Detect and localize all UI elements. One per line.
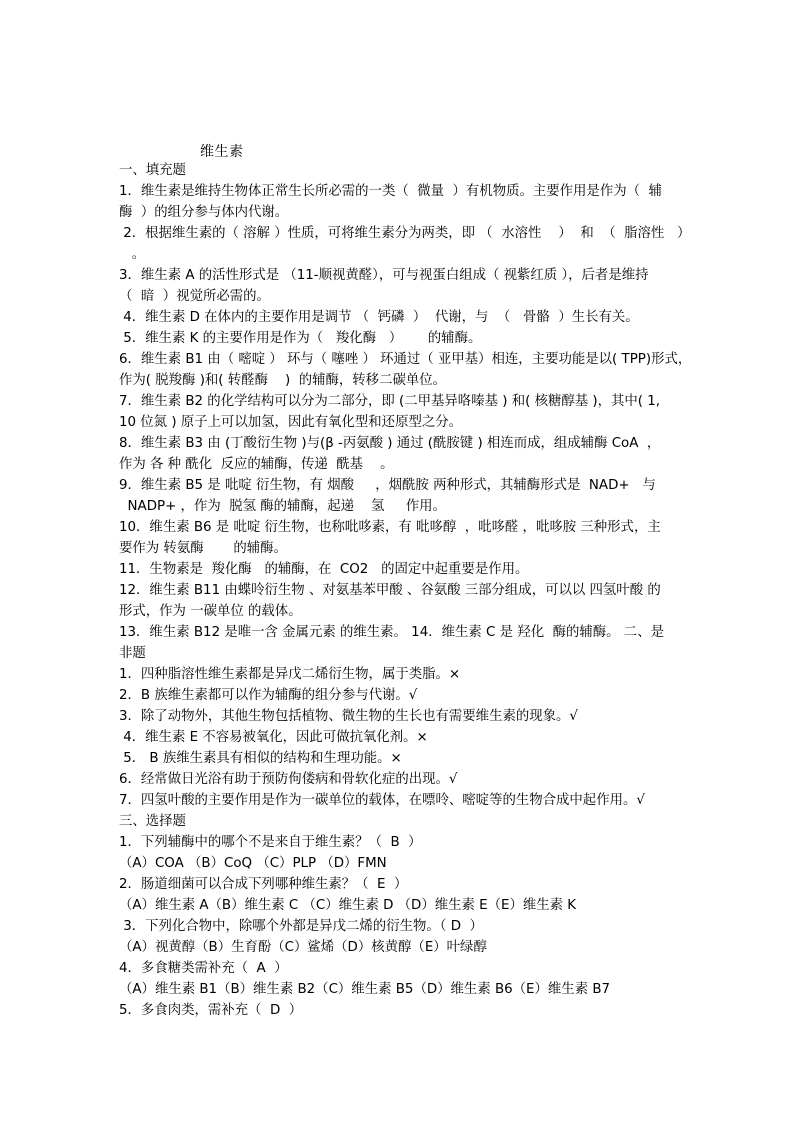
text-line: 11．生物素是 羧化酶 的辅酶，在 CO2 的固定中起重要是作用。 bbox=[119, 562, 529, 577]
text-line: 2．根据维生素的（ 溶解 ）性质，可将维生素分为两类，即 （ 水溶性 ） 和 （ 脂溶性 ） bbox=[119, 226, 691, 241]
text-line: 4．维生素 E 不容易被氧化，因此可做抗氧化剂。× bbox=[119, 730, 428, 745]
text-line: 2．B 族维生素都可以作为辅酶的组分参与代谢。√ bbox=[119, 688, 418, 703]
text-line: 5．维生素 K 的主要作用是作为（ 羧化酶 ） 的辅酶。 bbox=[119, 331, 482, 346]
text-line: 13．维生素 B12 是唯一含 金属元素 的维生素。 14．维生素 C 是 羟化 酶的辅酶。 二、是 bbox=[119, 625, 664, 640]
text-line: NADP+ ，作为 脱氢 酶的辅酶，起递 氢 作用。 bbox=[119, 499, 446, 514]
document-body bbox=[119, 160, 692, 1021]
text-line: （A）维生素 B1（B）维生素 B2（C）维生素 B5（D）维生素 B6（E）维生素 B7 bbox=[119, 982, 611, 997]
text-line: 10．维生素 B6 是 吡啶 衍生物，也称吡哆素，有 吡哆醇 ，吡哆醛 ，吡哆胺 三种形式，主 bbox=[119, 520, 661, 535]
text-line: 作为 各 种 酰化 反应的辅酶，传递 酰基 。 bbox=[119, 457, 394, 472]
text-line: 10 位氮 ) 原子上可以加氢，因此有氧化型和还原型之分。 bbox=[119, 415, 463, 430]
text-line: 7．四氢叶酸的主要作用是作为一碳单位的载体，在嘌呤、嘧啶等的生物合成中起作用。√ bbox=[119, 793, 645, 808]
text-line: 酶 ）的组分参与体内代谢。 bbox=[119, 205, 289, 220]
text-line: 2．肠道细菌可以合成下列哪种维生素？（ E ） bbox=[119, 877, 408, 892]
text-line: （ 暗 ）视觉所必需的。 bbox=[119, 289, 270, 304]
text-line: 3．维生素 A 的活性形式是 （11-顺视黄醛），可与视蛋白组成（ 视紫红质 ），后者是维持 bbox=[119, 268, 649, 283]
text-line: 5．多食肉类，需补充（ D ） bbox=[119, 1003, 303, 1018]
text-line: （A）COA （B）CoQ （C）PLP （D）FMN bbox=[119, 856, 387, 871]
text-line: 6．经常做日光浴有助于预防佝偻病和骨软化症的出现。√ bbox=[119, 772, 458, 787]
page-title: 维生素 bbox=[200, 144, 244, 160]
text-line: 4．多食糖类需补充（ A ） bbox=[119, 961, 288, 976]
text-line: （A）维生素 A（B）维生素 C （C）维生素 D （D）维生素 E（E）维生素 K bbox=[119, 898, 577, 913]
text-line: 7．维生素 B2 的化学结构可以分为二部分，即 (二甲基异咯嗪基 ) 和( 核糖醇基 )，其中( 1, bbox=[119, 394, 661, 409]
text-line: 1．下列辅酶中的哪个不是来自于维生素？（ B ） bbox=[119, 835, 422, 850]
text-line: 9．维生素 B5 是 吡啶 衍生物，有 烟酸 ，烟酰胺 两种形式，其辅酶形式是 NAD+ 与 bbox=[119, 478, 656, 493]
text-line: 1．维生素是维持生物体正常生长所必需的一类（ 微量 ）有机物质。主要作用是作为（ 辅 bbox=[119, 184, 662, 199]
text-line: 8．维生素 B3 由 (丁酸衍生物 )与(β -丙氨酸 ) 通过 (酰胺键 ) 相连而成，组成辅酶 CoA ， bbox=[119, 436, 661, 451]
text-line: 5． B 族维生素具有相似的结构和生理功能。× bbox=[119, 751, 402, 766]
text-line: 1．四种脂溶性维生素都是异戊二烯衍生物，属于类脂。× bbox=[119, 667, 461, 682]
text-line: 4．维生素 D 在体内的主要作用是调节 （ 钙磷 ） 代谢，与 （ 骨骼 ）生长有关。 bbox=[119, 310, 639, 325]
text-line: 12．维生素 B11 由蝶呤衍生物 、对氨基苯甲酸 、谷氨酸 三部分组成，可以以 四氢叶酸 的 bbox=[119, 583, 661, 598]
text-line: 一、填充题 bbox=[119, 163, 186, 178]
text-line: 3．除了动物外，其他生物包括植物、微生物的生长也有需要维生素的现象。√ bbox=[119, 709, 578, 724]
text-line: 形式，作为 一碳单位 的载体。 bbox=[119, 604, 302, 619]
text-line: 非题 bbox=[119, 646, 146, 661]
text-line: 3．下列化合物中，除哪个外都是异戊二烯的衍生物。（ D ） bbox=[119, 919, 483, 934]
text-line: （A）视黄醇（B）生育酚（C）鲨烯（D）核黄醇（E）叶绿醇 bbox=[119, 940, 487, 955]
text-line: 作为( 脱羧酶 )和( 转醛酶 ) 的辅酶，转移二碳单位。 bbox=[119, 373, 447, 388]
text-line: 。 bbox=[119, 247, 146, 262]
text-line: 要作为 转氨酶 的辅酶。 bbox=[119, 541, 287, 556]
text-line: 三、选择题 bbox=[119, 814, 186, 829]
text-line: 6．维生素 B1 由（ 嘧啶 ） 环与（ 噻唑 ） 环通过（ 亚甲基）相连，主要功能是以( TPP)形式， bbox=[119, 352, 692, 367]
